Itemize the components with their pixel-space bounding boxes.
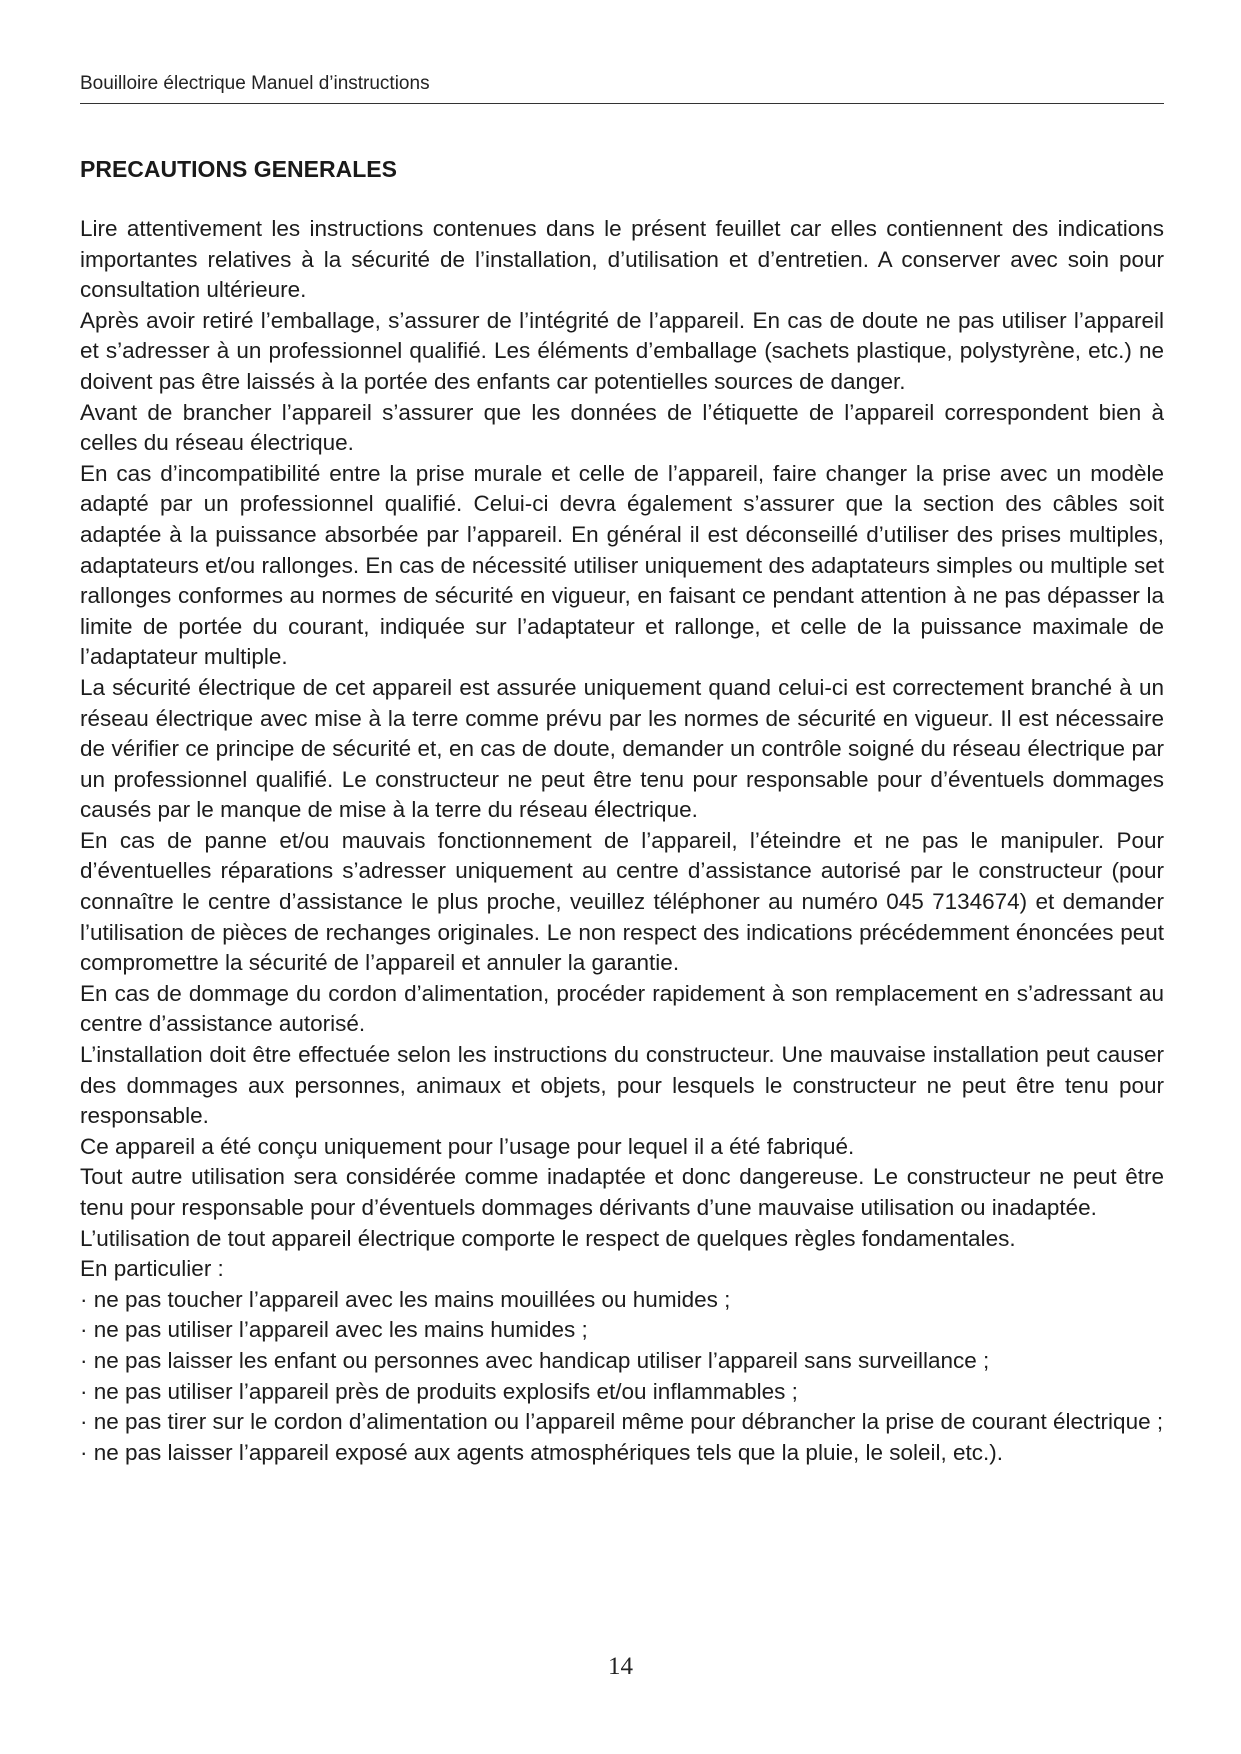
paragraph-socket-compatibility: En cas d’incompatibilité entre la prise murale et celle de l’appareil, faire changer la prise avec un modèle adapté par un professionnel qualifié. Celui-ci devra également s’assurer que la section des câbles soit adaptée à la puissance absorbée par l’appareil. En général il est déconseillé d’utiliser des prises multiples, adaptateurs et/ou rallonges. En cas de nécessité utiliser uniquement des adaptateurs simples ou multiple set rallonges conformes au normes de sécurité en vigueur, en faisant ce pendant attention à ne pas dépasser la limite de portée du courant, indiquée sur l’adaptateur et rallonge, et celle de la puissance maximale de l’adaptateur multiple. [80, 460, 1164, 670]
paragraph-misuse: Tout autre utilisation sera considérée comme inadaptée et donc dangereuse. Le constructeur ne peut être tenu pour responsable pour d’éventuels dommages dérivants d’une mauvaise utilisation ou inadaptée. [80, 1164, 1164, 1220]
list-item: · ne pas utiliser l’appareil près de produits explosifs et/ou inflammables ; [80, 1377, 1164, 1408]
body-text [80, 214, 1164, 1468]
paragraph-label-check: Avant de brancher l’appareil s’assurer que les données de l’étiquette de l’appareil correspondent bien à celles du réseau électrique. [80, 399, 1164, 456]
list-item: · ne pas toucher l’appareil avec les mains mouillées ou humides ; [80, 1285, 1164, 1316]
list-item: · ne pas utiliser l’appareil avec les mains humides ; [80, 1315, 1164, 1346]
paragraph-earthing: La sécurité électrique de cet appareil est assurée uniquement quand celui-ci est correctement branché à un réseau électrique avec mise à la terre comme prévu par les normes de sécurité en vigueur. Il est nécessaire de vérifier ce principe de sécurité et, en cas de doute, demander un contrôle soigné du réseau électrique par un professionnel qualifié. Le constructeur ne peut être tenu pour responsable pour d’éventuels dommages causés par le manque de mise à la terre du réseau électrique. [80, 674, 1164, 823]
running-header: Bouilloire électrique Manuel d’instructions [80, 72, 1164, 104]
list-item: · ne pas tirer sur le cordon d’alimentation ou l’appareil même pour débrancher la prise de courant électrique ; [80, 1407, 1164, 1438]
paragraph-fundamental-rules: L’utilisation de tout appareil électrique comporte le respect de quelques règles fondamentales. [80, 1225, 1016, 1251]
list-item: · ne pas laisser les enfant ou personnes avec handicap utiliser l’appareil sans surveillance ; [80, 1346, 1164, 1377]
paragraph-installation: L’installation doit être effectuée selon les instructions du constructeur. Une mauvaise installation peut causer des dommages aux personnes, animaux et objets, pour lesquels le constructeur ne peut être tenu pour responsable. [80, 1042, 1164, 1129]
list-item: · ne pas laisser l’appareil exposé aux agents atmosphériques tels que la pluie, le soleil, etc.). [80, 1438, 1164, 1469]
safety-rules-list [80, 1285, 1164, 1469]
paragraph-malfunction: En cas de panne et/ou mauvais fonctionnement de l’appareil, l’éteindre et ne pas le manipuler. Pour d’éventuelles réparations s’adresser uniquement au centre d’assistance autorisé par le constructeur (pour connaître le centre d’assistance le plus proche, veuillez téléphoner au numéro 045 7134674) et demander l’utilisation de pièces de rechanges originales. Le non respect des indications précédemment énoncées peut compromettre la sécurité de l’appareil et annuler la garantie. [80, 827, 1164, 976]
paragraph-unpacking: Après avoir retiré l’emballage, s’assurer de l’intégrité de l’appareil. En cas de doute ne pas utiliser l’appareil et s’adresser à un professionnel qualifié. Les éléments d’emballage (sachets plastique, polystyrène, etc.) ne doivent pas être laissés à la portée des enfants car potentielles sources de danger. [80, 307, 1164, 394]
paragraph-reading-instructions: Lire attentivement les instructions contenues dans le présent feuillet car elles contiennent des indications importantes relatives à la sécurité de l’installation, d’utilisation et d’entretien. A conserver avec soin pour consultation ultérieure. [80, 216, 1164, 303]
section-title: PRECAUTIONS GENERALES [80, 156, 397, 182]
paragraph-power-cord: En cas de dommage du cordon d’alimentation, procéder rapidement à son remplacement en s’adressant au centre d’assistance autorisé. [80, 980, 1164, 1037]
page-number: 14 [608, 1653, 633, 1680]
paragraph-in-particular: En particulier : [80, 1256, 224, 1282]
paragraph-intended-use: Ce appareil a été conçu uniquement pour l’usage pour lequel il a été fabriqué. [80, 1133, 855, 1159]
